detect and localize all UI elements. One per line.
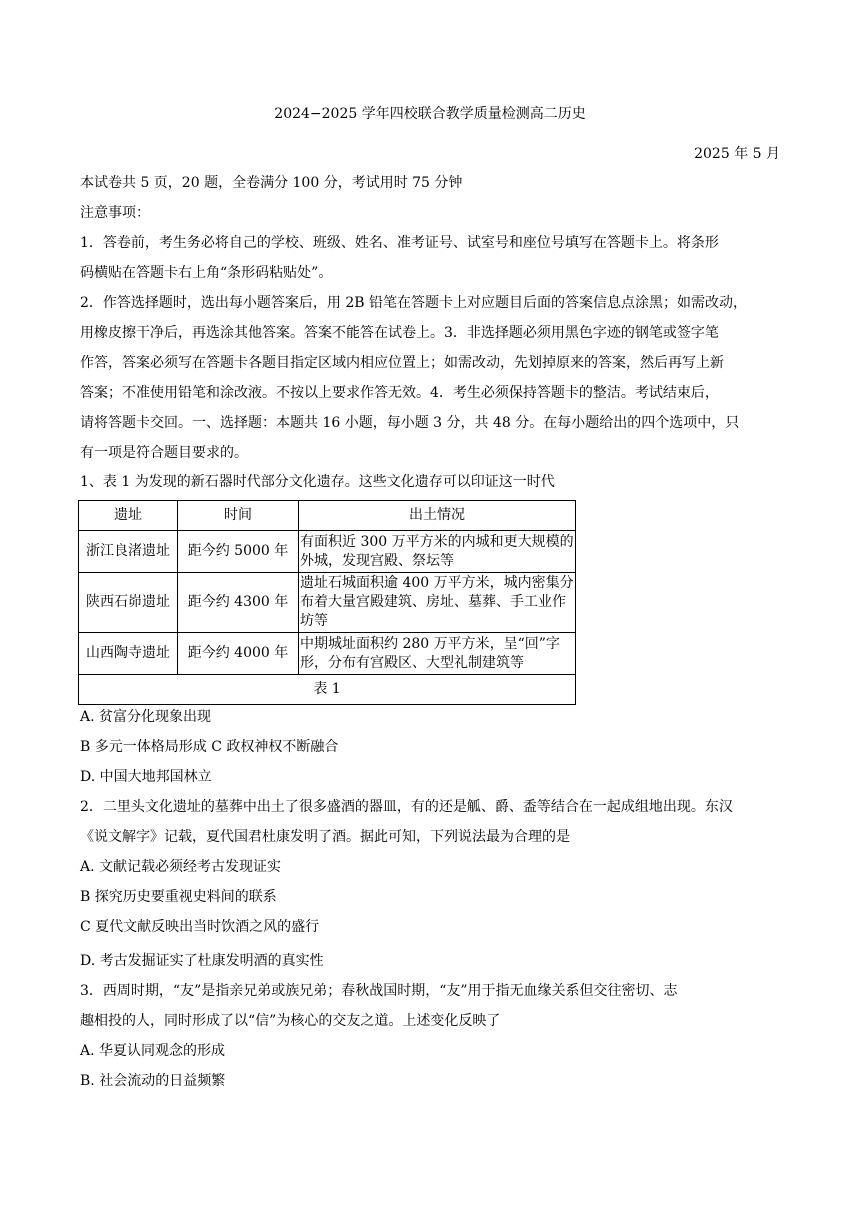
- q2-option: C 夏代文献反映出当时饮酒之风的盛行: [80, 919, 320, 935]
- notes-line: 答案；不准使用铅笔和涂改液。不按以上要求作答无效。4．考生必须保持答题卡的整洁。考试结束后，: [80, 385, 719, 401]
- q1-option: B 多元一体格局形成 C 政权神权不断融合: [80, 739, 339, 755]
- table-cell: 有面积近 300 万平方米的内城和更大规模的外城，发现宫殿、祭坛等: [299, 531, 576, 573]
- table-caption: 表 1: [79, 675, 576, 705]
- exam-intro: 本试卷共 5 页，20 题，全卷满分 100 分，考试用时 75 分钟: [80, 175, 463, 191]
- table-cell: 遗址石城面积逾 400 万平方米，城内密集分布着大量宫殿建筑、房址、墓葬、手工业作坊等: [299, 573, 576, 633]
- table-row: [79, 531, 576, 573]
- q1-option: A. 贫富分化现象出现: [80, 709, 212, 725]
- table-cell: 陕西石峁遗址: [79, 573, 178, 633]
- q3-stem-line: 3．西周时期，“友”是指亲兄弟或族兄弟；春秋战国时期，“友”用于指无血缘关系但交往密切、志: [80, 983, 678, 999]
- notes-line: 有一项是符合题目要求的。: [80, 445, 248, 461]
- table-header-cell: 出土情况: [299, 501, 576, 531]
- table-header-cell: 时间: [178, 501, 299, 531]
- notes-line: 1．答卷前，考生务必将自己的学校、班级、姓名、准考证号、试室号和座位号填写在答题卡上。将条形: [80, 235, 719, 251]
- exam-title: 2024−2025 学年四校联合教学质量检测高二历史: [274, 106, 586, 122]
- notes-line: 作答，答案必须写在答题卡各题目指定区域内相应位置上；如需改动，先划掉原来的答案，然后再写上新: [80, 355, 724, 371]
- notes-heading: 注意事项：: [80, 205, 150, 221]
- table-cell: 浙江良渚遗址: [79, 531, 178, 573]
- q3-option: A. 华夏认同观念的形成: [80, 1043, 226, 1059]
- notes-line: 码横贴在答题卡右上角“条形码粘贴处”。: [80, 265, 333, 281]
- notes-line: 2．作答选择题时，选出每小题答案后，用 2B 铅笔在答题卡上对应题目后面的答案信息点涂黑；如需改动，: [80, 295, 748, 311]
- table-header-cell: 遗址: [79, 501, 178, 531]
- q3-option: B. 社会流动的日益频繁: [80, 1073, 226, 1089]
- q1-option: D. 中国大地邦国林立: [80, 769, 212, 785]
- q2-option: D. 考古发掘证实了杜康发明酒的真实性: [80, 953, 324, 969]
- q1-table: [78, 500, 576, 705]
- q2-option: A. 文献记载必须经考古发现证实: [80, 859, 282, 875]
- table-row: [79, 633, 576, 675]
- notes-line: 请将答题卡交回。一、选择题：本题共 16 小题，每小题 3 分，共 48 分。在每小题给出的四个选项中，只: [80, 415, 740, 431]
- table-caption-row: [79, 675, 576, 705]
- exam-date: 2025 年 5 月: [694, 146, 780, 162]
- table-cell: 距今约 4300 年: [178, 573, 299, 633]
- q2-stem-line: 《说文解字》记载，夏代国君杜康发明了酒。据此可知，下列说法最为合理的是: [80, 829, 570, 845]
- q2-option: B 探究历史要重视史料间的联系: [80, 889, 277, 905]
- table-row: [79, 573, 576, 633]
- table-cell: 中期城址面积约 280 万平方米，呈“回”字形，分布有宫殿区、大型礼制建筑等: [299, 633, 576, 675]
- table-cell: 山西陶寺遗址: [79, 633, 178, 675]
- q1-stem: 1、表 1 为发现的新石器时代部分文化遗存。这些文化遗存可以印证这一时代: [80, 474, 555, 490]
- q2-stem-line: 2．二里头文化遗址的墓葬中出土了很多盛酒的器皿，有的还是觚、爵、盉等结合在一起成组地出现。东汉: [80, 799, 733, 815]
- table-header-row: [79, 501, 576, 531]
- table-cell: 距今约 5000 年: [178, 531, 299, 573]
- notes-line: 用橡皮擦干净后，再选涂其他答案。答案不能答在试卷上。3．非选择题必须用黑色字迹的钢笔或签字笔: [80, 325, 719, 341]
- table-cell: 距今约 4000 年: [178, 633, 299, 675]
- q3-stem-line: 趣相投的人，同时形成了以“信”为核心的交友之道。上述变化反映了: [80, 1013, 501, 1029]
